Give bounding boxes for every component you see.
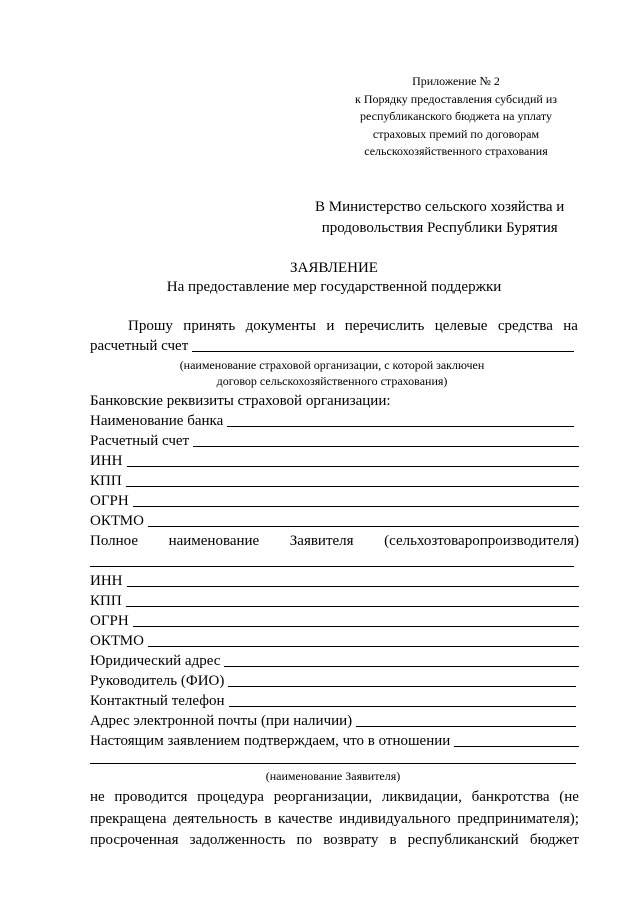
applicant-legal-address-label: Юридический адрес bbox=[90, 653, 221, 669]
insurer-oktmo-field[interactable] bbox=[148, 525, 579, 527]
closing-word: качестве bbox=[277, 811, 333, 827]
confirm-applicant-field[interactable] bbox=[454, 745, 579, 747]
insurer-account-field-label: Расчетный счет bbox=[90, 433, 190, 449]
document-subtitle: На предоставление мер государственной поддержки bbox=[166, 279, 502, 295]
applicant-name-field[interactable] bbox=[90, 566, 574, 567]
annex-line: к Порядку предоставления субсидий из bbox=[355, 91, 557, 106]
closing-word: процедура bbox=[197, 789, 264, 805]
applicant-inn-label: ИНН bbox=[90, 573, 123, 589]
insurer-inn-row bbox=[90, 451, 579, 471]
insurer-caption-line: договор сельскохозяйственного страхования) bbox=[216, 374, 448, 388]
closing-word: прекращена bbox=[90, 811, 167, 827]
request-word: перечислить bbox=[344, 318, 425, 334]
insurer-account-label: расчетный счет bbox=[90, 338, 189, 354]
applicant-name-word: (сельхозтоваропроизводителя) bbox=[384, 533, 579, 549]
applicant-name-word: Заявителя bbox=[289, 533, 354, 549]
insurer-inn-field[interactable] bbox=[127, 465, 580, 467]
applicant-kpp-field[interactable] bbox=[126, 605, 579, 607]
applicant-name-line bbox=[90, 531, 579, 551]
applicant-phone-field[interactable] bbox=[229, 705, 577, 707]
request-word: Прошу bbox=[128, 318, 173, 334]
insurer-oktmo-row bbox=[90, 511, 579, 531]
addressee-line: продовольствия Республики Бурятия bbox=[321, 220, 558, 236]
insurer-caption bbox=[90, 357, 574, 389]
closing-word: реорганизации, bbox=[273, 789, 373, 805]
applicant-director-row bbox=[90, 671, 576, 691]
closing-word: банкротства bbox=[471, 789, 550, 805]
request-word: документы bbox=[245, 318, 316, 334]
insurer-account-field-row bbox=[90, 431, 579, 451]
insurer-inn-label: ИНН bbox=[90, 453, 123, 469]
closing-word: в bbox=[389, 832, 397, 848]
closing-word: ликвидации, bbox=[381, 789, 462, 805]
insurer-caption-line: (наименование страховой организации, с которой заключен bbox=[179, 358, 485, 372]
request-word: принять bbox=[183, 318, 236, 334]
confirm-row bbox=[90, 731, 579, 751]
applicant-name-word: наименование bbox=[168, 533, 260, 549]
insurer-account-field[interactable] bbox=[193, 445, 579, 447]
closing-word: индивидуального bbox=[339, 811, 451, 827]
applicant-legal-address-row bbox=[90, 651, 579, 671]
applicant-oktmo-field[interactable] bbox=[148, 645, 579, 647]
bank-section-heading: Банковские реквизиты страховой организации: bbox=[90, 393, 391, 409]
closing-word: задолженность bbox=[189, 832, 286, 848]
insurer-ogrn-label: ОГРН bbox=[90, 493, 129, 509]
closing-word: предпринимателя); bbox=[457, 811, 579, 827]
insurer-account-row bbox=[90, 336, 574, 356]
insurer-ogrn-field[interactable] bbox=[133, 505, 579, 507]
closing-line bbox=[90, 809, 579, 829]
applicant-email-label: Адрес электронной почты (при наличии) bbox=[90, 713, 353, 729]
applicant-email-field[interactable] bbox=[356, 725, 576, 727]
closing-word: не bbox=[90, 789, 105, 805]
annex-number: Приложение № 2 bbox=[412, 74, 500, 88]
closing-word: (не bbox=[559, 789, 579, 805]
applicant-ogrn-row bbox=[90, 611, 579, 631]
closing-line bbox=[90, 787, 579, 807]
request-text-line bbox=[128, 316, 578, 336]
closing-line bbox=[90, 830, 579, 850]
insurer-kpp-field[interactable] bbox=[126, 485, 579, 487]
applicant-legal-address-field[interactable] bbox=[224, 665, 579, 667]
insurer-ogrn-row bbox=[90, 491, 579, 511]
applicant-name-word: Полное bbox=[90, 533, 138, 549]
annex-header bbox=[330, 73, 582, 161]
closing-word: по bbox=[296, 832, 313, 848]
closing-word: возврату bbox=[323, 832, 379, 848]
applicant-email-row bbox=[90, 711, 576, 731]
closing-word: просроченная bbox=[90, 832, 179, 848]
closing-word: деятельность bbox=[173, 811, 258, 827]
insurer-kpp-row bbox=[90, 471, 579, 491]
applicant-phone-row bbox=[90, 691, 576, 711]
annex-line: сельскохозяйственного страхования bbox=[364, 144, 548, 159]
insurer-kpp-label: КПП bbox=[90, 473, 122, 489]
applicant-inn-row bbox=[90, 571, 579, 591]
applicant-phone-label: Контактный телефон bbox=[90, 693, 225, 709]
applicant-caption: (наименование Заявителя) bbox=[265, 769, 401, 783]
closing-word: в bbox=[264, 811, 272, 827]
document-title: ЗАЯВЛЕНИЕ bbox=[290, 260, 378, 276]
insurer-name-field[interactable] bbox=[192, 350, 574, 352]
addressee-block bbox=[315, 197, 564, 239]
request-word: на bbox=[563, 318, 578, 334]
applicant-name-confirm-field[interactable] bbox=[90, 763, 576, 764]
request-word: целевые bbox=[434, 318, 488, 334]
annex-line: республиканского бюджета на уплату bbox=[360, 109, 552, 124]
applicant-ogrn-label: ОГРН bbox=[90, 613, 129, 629]
closing-word: проводится bbox=[114, 789, 188, 805]
applicant-inn-field[interactable] bbox=[127, 585, 580, 587]
applicant-kpp-row bbox=[90, 591, 579, 611]
insurer-oktmo-label: ОКТМО bbox=[90, 513, 144, 529]
applicant-director-field[interactable] bbox=[228, 685, 576, 687]
request-word: и bbox=[326, 318, 335, 334]
applicant-ogrn-field[interactable] bbox=[133, 625, 579, 627]
insurer-bank-name-label: Наименование банка bbox=[90, 413, 224, 429]
applicant-oktmo-row bbox=[90, 631, 579, 651]
insurer-bank-name-field[interactable] bbox=[227, 425, 574, 427]
closing-word: бюджет bbox=[529, 832, 579, 848]
insurer-bank-name-row bbox=[90, 411, 574, 431]
request-word: средства bbox=[497, 318, 553, 334]
addressee-line: В Министерство сельского хозяйства и bbox=[315, 199, 565, 215]
applicant-kpp-label: КПП bbox=[90, 593, 122, 609]
closing-word: республиканский bbox=[407, 832, 519, 848]
confirm-label: Настоящим заявлением подтверждаем, что в отношении bbox=[90, 733, 451, 749]
applicant-director-label: Руководитель (ФИО) bbox=[90, 673, 225, 689]
annex-line: страховых премий по договорам bbox=[372, 126, 540, 141]
applicant-oktmo-label: ОКТМО bbox=[90, 633, 144, 649]
